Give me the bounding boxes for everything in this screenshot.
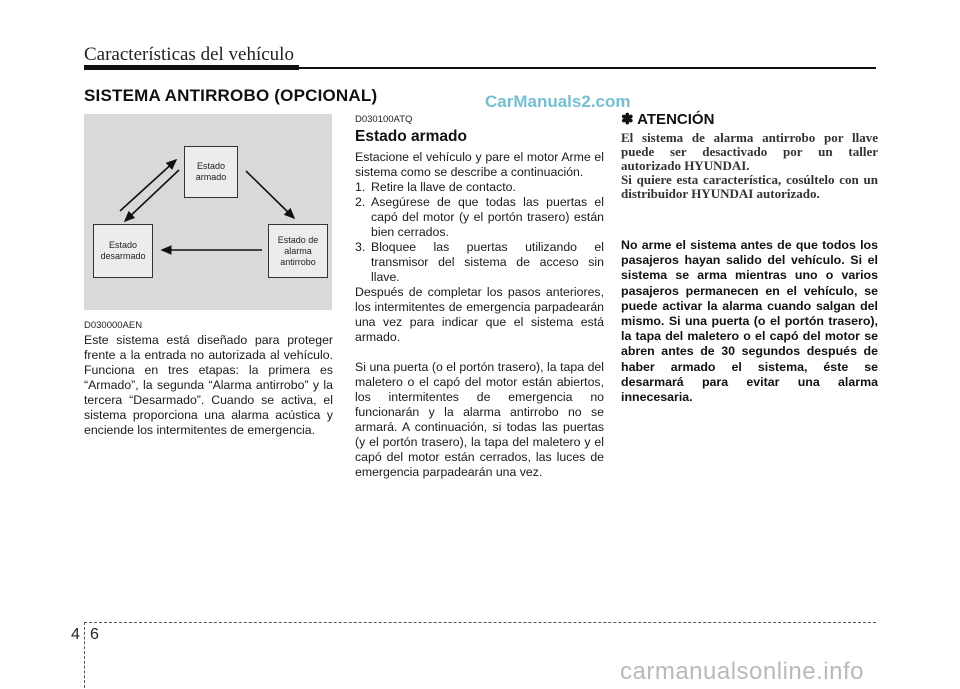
col2-steps [355, 180, 604, 285]
page-chapter: 4 [71, 626, 80, 643]
step-number: 2. [355, 195, 366, 209]
col2-body [355, 150, 604, 480]
diagram-arrows [84, 114, 332, 310]
step-number: 3. [355, 240, 366, 254]
step-item [355, 240, 604, 285]
col1-paragraph: Este sistema está diseñado para proteger frente a la entrada no autorizada al vehículo. Funciona en tres etapas: la primera es “Armado”, la segunda “Alarma antirrobo” y la tercera “Desarmado”. Cuando se activa, el sistema proporciona una alarma acústica y enciende los intermitentes de emergencia. [84, 333, 333, 437]
col2-intro: Estacione el vehículo y pare el motor Arme el sistema como se describe a continuación. [355, 150, 604, 179]
step-number: 1. [355, 180, 366, 194]
step-text: Retire la llave de contacto. [371, 180, 516, 194]
col2-door-open: Si una puerta (o el portón trasero), la tapa del maletero o el capó del motor están abiertos, los intermitentes de emergencia no funcionarán y la alarma antirrobo no se armará. A continuación, si todas las puertas (y el portón trasero), la tapa del maletero y el capó del motor están cerrados, las luces de emergencia parpadearán una vez. [355, 360, 604, 479]
col2-subtitle: Estado armado [355, 128, 467, 145]
bottom-dash-line [84, 622, 876, 623]
vertical-dash-line [84, 622, 85, 688]
header-title: Características del vehículo [84, 44, 294, 65]
step-item [355, 180, 604, 195]
header-rule [84, 67, 876, 69]
attention-serif-1: El sistema de alarma antirrobo por llave puede ser desactivado por un taller autorizado HYUNDAI. [621, 130, 878, 173]
page-number: 6 [90, 626, 99, 643]
state-disarmed-box: Estado desarmado [93, 224, 153, 278]
arrow-disarmed-to-armed [120, 160, 176, 211]
watermark-top: CarManuals2.com [485, 92, 631, 111]
col2-code: D030100ATQ [355, 114, 413, 125]
step-item [355, 195, 604, 240]
col1-code: D030000AEN [84, 320, 143, 331]
attention-title: ✽ ATENCIÓN [621, 111, 715, 128]
attention-serif-block [621, 131, 878, 201]
attention-bold: No arme el sistema antes de que todos los pasajeros hayan salido del vehículo. Si el sistema se arma mientras uno o varios pasajeros permanecen en el vehículo, se puede activar la alarma cuando salgan del mismo. Si una puerta (o el portón trasero), la tapa del maletero o el capó del motor se abren antes de 30 segundos después de haber armado el sistema, éste se desarmará para evitar una alarma innecesaria. [621, 238, 878, 405]
arrow-armed-to-alarm [246, 171, 294, 218]
state-alarm-box: Estado de alarma antirrobo [268, 224, 328, 278]
state-armed-box: Estado armado [184, 146, 238, 198]
step-text: Asegúrese de que todas las puertas el capó del motor (y el portón trasero) están bien cerrados. [371, 195, 604, 239]
watermark-bottom: carmanualsonline.info [620, 658, 864, 685]
step-text: Bloquee las puertas utilizando el transmisor del sistema de acceso sin llave. [371, 240, 604, 284]
arrow-armed-to-disarmed [125, 170, 179, 221]
attention-serif-2: Si quiere esta característica, cosúltelo con un distribuidor HYUNDAI autorizado. [621, 172, 878, 201]
state-diagram [84, 114, 332, 310]
header-rule-thick [84, 65, 299, 70]
section-title: SISTEMA ANTIRROBO (OPCIONAL) [84, 86, 378, 105]
col2-after: Después de completar los pasos anteriores, los intermitentes de emergencia parpadearán una vez para indicar que el sistema está armado. [355, 285, 604, 344]
